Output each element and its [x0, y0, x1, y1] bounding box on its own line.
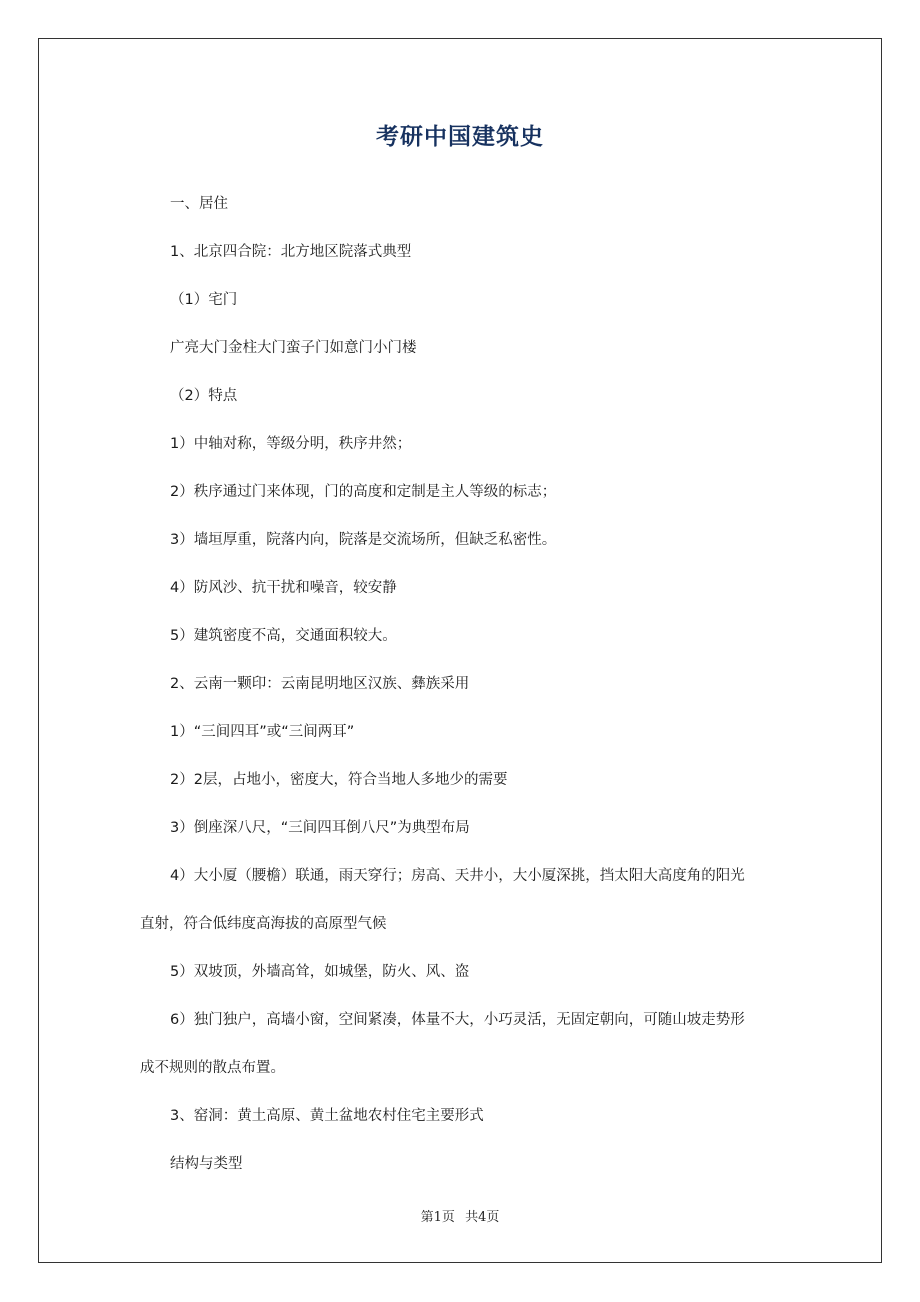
paragraph-line: 3）倒座深八尺，“三间四耳倒八尺”为典型布局 [170, 820, 470, 836]
paragraph-line: （1）宅门 [170, 292, 238, 308]
paragraph-line: 3）墙垣厚重，院落内向，院落是交流场所，但缺乏私密性。 [170, 532, 557, 548]
paragraph-line: 1）“三间四耳”或“三间两耳” [170, 724, 355, 740]
paragraph-line: 2）2层，占地小，密度大，符合当地人多地少的需要 [170, 772, 508, 788]
paragraph-line: （2）特点 [170, 388, 238, 404]
page-footer [0, 1206, 920, 1225]
paragraph-line: 4）防风沙、抗干扰和噪音，较安静 [170, 580, 397, 596]
subsection-heading: 2、云南一颗印：云南昆明地区汉族、彝族采用 [170, 676, 470, 692]
paragraph-line: 直射，符合低纬度高海拔的高原型气候 [140, 916, 387, 932]
page-number: 第1页 [420, 1210, 455, 1225]
paragraph-line: 2）秩序通过门来体现，门的高度和定制是主人等级的标志； [170, 484, 557, 500]
paragraph-line: 4）大小厦（腰檐）联通，雨天穿行；房高、天井小，大小厦深挑，挡太阳大高度角的阳光 [170, 868, 745, 884]
paragraph-line: 5）双坡顶，外墙高耸，如城堡，防火、风、盗 [170, 964, 470, 980]
paragraph-line: 成不规则的散点布置。 [140, 1060, 285, 1076]
paragraph-line: 广亮大门金柱大门蛮子门如意门小门楼 [170, 340, 417, 356]
page-border [38, 38, 882, 1263]
section-heading: 一、居住 [170, 196, 228, 212]
paragraph-line: 1）中轴对称，等级分明，秩序井然； [170, 436, 412, 452]
subsection-heading: 1、北京四合院：北方地区院落式典型 [170, 244, 412, 260]
subsection-heading: 3、窑洞：黄土高原、黄土盆地农村住宅主要形式 [170, 1108, 484, 1124]
paragraph-line: 5）建筑密度不高，交通面积较大。 [170, 628, 397, 644]
paragraph-line: 结构与类型 [170, 1156, 243, 1172]
paragraph-line: 6）独门独户，高墙小窗，空间紧凑，体量不大，小巧灵活，无固定朝向，可随山坡走势形 [170, 1012, 745, 1028]
page-total: 共4页 [465, 1210, 500, 1225]
document-title: 考研中国建筑史 [376, 124, 544, 150]
